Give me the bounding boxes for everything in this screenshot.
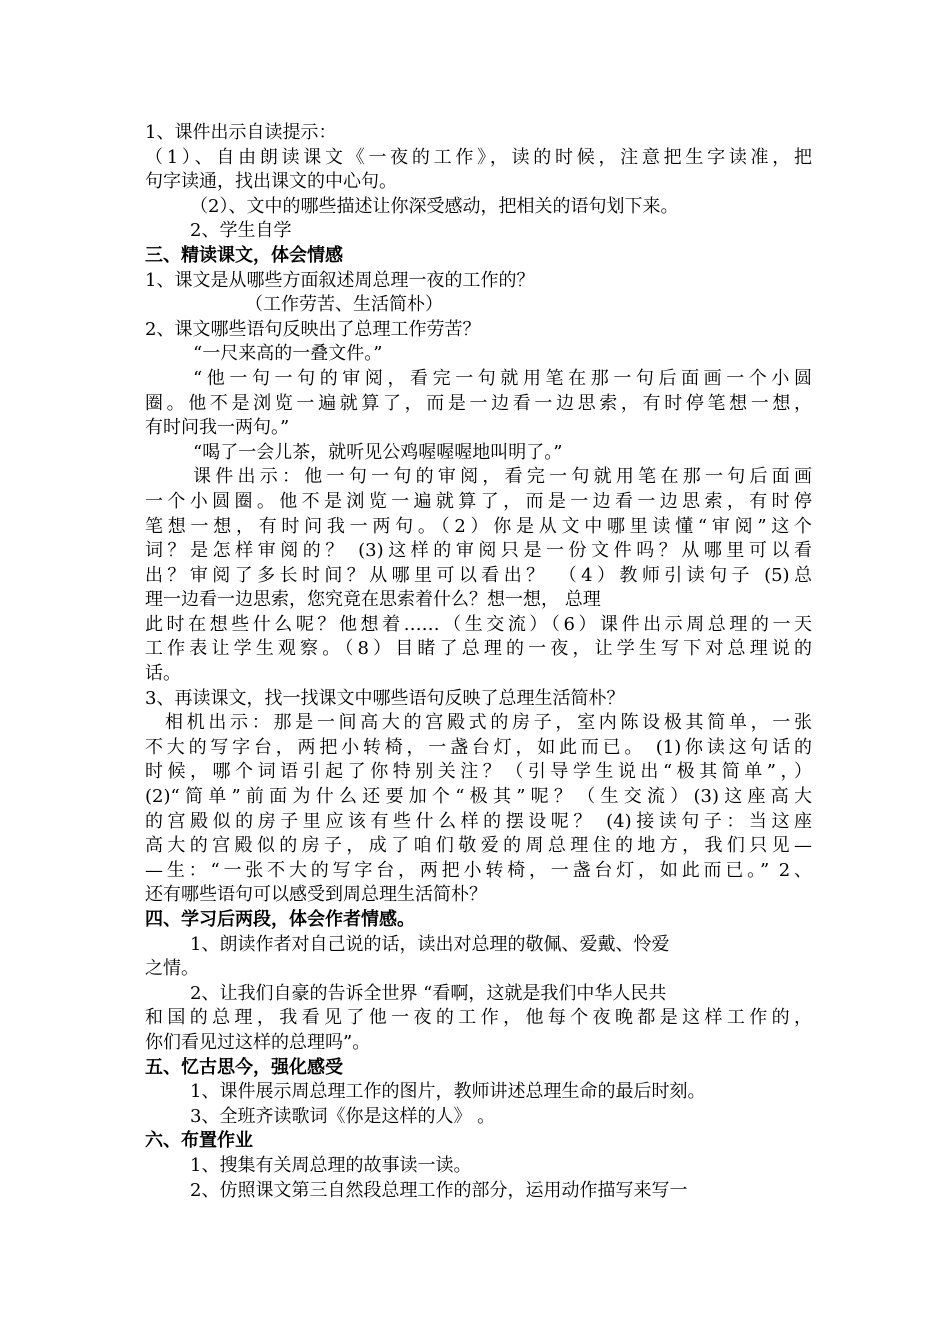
section-heading: 六、布置作业 — [145, 1130, 253, 1152]
text-line: 出？审阅了多长时间？从哪里可以看出？ （4）教师引读句子 (5)总 — [145, 564, 812, 586]
section-heading: 四、学习后两段，体会作者情感。 — [145, 909, 415, 930]
text-line: 此时在想些什么呢？他想着……（生交流）（6）课件出示周总理的一天 — [145, 613, 812, 635]
text-line: 3、全班齐读歌词《你是这样的人》 。 — [190, 1105, 496, 1127]
text-line: 2、学生自学 — [190, 220, 292, 242]
text-line: 一个小圆圈。他不是浏览一遍就算了，而是一边看一边思索，有时停 — [145, 490, 812, 512]
text-line: 理一边看一边思索，您究竟在思索着什么？想一想， 总理 — [145, 589, 601, 611]
text-line: （工作劳苦、生活简朴） — [245, 294, 443, 316]
text-line: 1、课件展示周总理工作的图片，教师讲述总理生命的最后时刻。 — [190, 1081, 706, 1103]
text-line: 3、再读课文，找一找课文中哪些语句反映了总理生活简朴？ — [145, 687, 625, 709]
text-line: 1、课文是从哪些方面叙述周总理一夜的工作的？ — [145, 269, 535, 291]
section-heading: 三、精读课文，体会情感 — [145, 244, 343, 266]
text-line: “一尺来高的一叠文件。” — [193, 343, 383, 365]
text-line: 高大的宫殿似的房子，成了咱们敬爱的周总理住的地方，我们只见— — [145, 835, 812, 857]
text-line: 时候，哪个词语引起了你特别关注？（引导学生说出“极其简单”，） — [145, 761, 812, 783]
text-line: 2、仿照课文第三自然段总理工作的部分，运用动作描写来写一 — [190, 1179, 688, 1201]
text-line: 1、搜集有关周总理的故事读一读。 — [190, 1154, 472, 1176]
text-line: 1、朗读作者对自己说的话，读出对总理的敬佩、爱戴、怜爱 — [190, 933, 670, 955]
text-line: 2、让我们自豪的告诉全世界 “看啊，这就是我们中华人民共 — [190, 982, 667, 1004]
text-line: 有时问我一两句。” — [145, 417, 290, 439]
text-line: (2)“简单”前面为什么还要加个“极其”呢？（生交流）(3)这座高大 — [145, 786, 812, 808]
document-body — [145, 121, 812, 1203]
text-line: —生：“一张不大的写字台，两把小转椅，一盏台灯，如此而已。” 2、 — [145, 859, 812, 881]
text-line: 圈。他不是浏览一遍就算了，而是一边看一边思索，有时停笔想一想， — [145, 392, 812, 414]
text-line: 工作表让学生观察。（8）目睹了总理的一夜，让学生写下对总理说的 — [145, 638, 812, 660]
text-line: （2）、文中的哪些描述让你深受感动，把相关的语句划下来。 — [190, 195, 679, 217]
text-line: 课件出示：他一句一句的审阅，看完一句就用笔在那一句后面画 — [193, 466, 812, 488]
section-heading: 五、忆古思今，强化感受 — [145, 1056, 343, 1078]
text-line: 1、课件出示自读提示： — [145, 122, 337, 143]
text-line: “喝了一会儿茶，就听见公鸡喔喔喔地叫明了。” — [193, 441, 563, 463]
text-line: 话。 — [145, 663, 181, 685]
text-line: 2、课文哪些语句反映出了总理工作劳苦？ — [145, 318, 481, 340]
text-line: 和国的总理，我看见了他一夜的工作，他每个夜晚都是这样工作的， — [145, 1007, 812, 1029]
text-line: 之情。 — [145, 958, 199, 980]
text-line: （1）、自由朗读课文《一夜的工作》，读的时候，注意把生字读准，把 — [145, 146, 812, 168]
text-line: 句字读通，找出课文的中心句。 — [145, 171, 397, 193]
text-line: 你们看见过这样的总理吗”。 — [145, 1031, 371, 1053]
text-line: 不大的写字台，两把小转椅，一盏台灯，如此而已。 (1)你读这句话的 — [145, 736, 812, 758]
text-line: 的宫殿似的房子里应该有些什么样的摆设呢？ (4)接读句子：当这座 — [145, 810, 812, 832]
text-line: 相机出示：那是一间高大的宫殿式的房子，室内陈设极其简单，一张 — [165, 712, 812, 734]
text-line: “他一句一句的审阅，看完一句就用笔在那一句后面画一个小圆 — [193, 367, 812, 389]
text-line: 笔想一想，有时问我一两句。（2）你是从文中哪里读懂“审阅”这个 — [145, 515, 812, 537]
text-line: 词？是怎样审阅的？ (3)这样的审阅只是一份文件吗？从哪里可以看 — [145, 540, 812, 562]
text-line: 还有哪些语句可以感受到周总理生活简朴？ — [145, 884, 487, 906]
